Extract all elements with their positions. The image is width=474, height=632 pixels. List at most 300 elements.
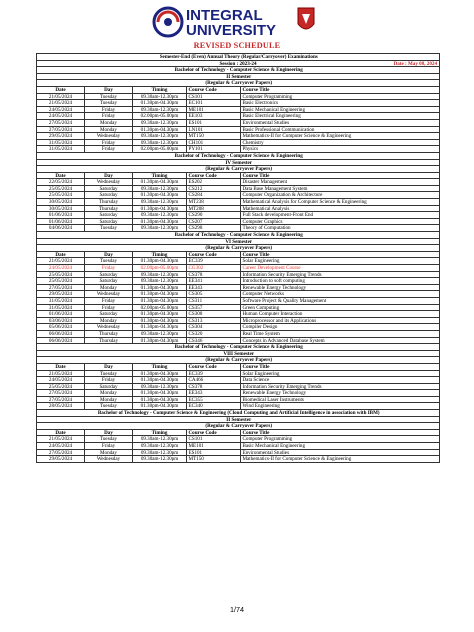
date-cell: 29/05/2024 (37, 133, 85, 139)
course-title-cell: Solar Engineering (241, 258, 440, 264)
course-code-cell: CS284 (187, 192, 241, 198)
course-code-cell: CS346 (187, 338, 241, 344)
timing-cell: 01.30pm-04.30pm (133, 192, 187, 198)
column-header: Course Title (241, 87, 440, 93)
table-row (37, 456, 440, 463)
column-header: Day (85, 364, 133, 370)
course-code-cell: MT208 (187, 206, 241, 212)
column-header-row (37, 364, 440, 371)
timing-cell: 01.30pm-04.30pm (133, 338, 187, 344)
timing-cell: 09.30am-12.30pm (133, 278, 187, 284)
timing-cell: 09.30am-12.30pm (133, 436, 187, 442)
column-header: Course Title (241, 252, 440, 258)
date-cell: 05/06/2024 (37, 324, 85, 330)
logo-line1: INTEGRAL (186, 7, 263, 24)
table-row (37, 146, 440, 153)
section-heading: (Regular & Carryover Papers) (37, 357, 440, 363)
section-heading-row (37, 351, 440, 358)
table-row (37, 107, 440, 114)
table-row (37, 265, 440, 272)
column-header: Day (85, 430, 133, 436)
column-header-row (37, 252, 440, 259)
course-title-cell: Chemistry (241, 140, 440, 146)
section-heading: II Semester (37, 74, 440, 80)
course-title-cell: Concepts in Advanced Database System (241, 338, 440, 344)
course-code-cell: PY101 (187, 146, 241, 152)
day-cell: Monday (85, 450, 133, 456)
date-cell: 30/05/2024 (37, 199, 85, 205)
course-title-cell: Full Stack development-Front End (241, 212, 440, 218)
column-header: Course Code (187, 87, 241, 93)
column-header: Course Code (187, 173, 241, 179)
section-heading-row (37, 410, 440, 417)
course-code-cell: EE343 (187, 390, 241, 396)
column-header: Date (37, 364, 85, 370)
course-title-cell: Environmental Studies (241, 450, 440, 456)
section-heading: II Semester (37, 417, 440, 423)
section-heading: VIII Semester (37, 351, 440, 357)
date-cell: 04/06/2024 (37, 225, 85, 231)
session-row (37, 61, 440, 68)
date-cell: 22/05/2024 (37, 179, 85, 185)
day-cell: Tuesday (85, 258, 133, 264)
date-cell: 24/05/2024 (37, 377, 85, 383)
date-cell: 27/05/2024 (37, 285, 85, 291)
day-cell: Friday (85, 377, 133, 383)
section-heading: Bachelor of Technology - Computer Science & Engineering (Cloud Computing and Artificial Intelligence in association with IBM) (37, 410, 440, 416)
course-title-cell: Basic Professional Communication (241, 127, 440, 133)
course-code-cell: EC355 (187, 397, 241, 403)
timing-cell: 02.00pm-05.00pm (133, 305, 187, 311)
day-cell: Saturday (85, 272, 133, 278)
schedule-date: Date : May 08, 2024 (393, 60, 437, 67)
timing-cell: 01.30pm-04.30pm (133, 390, 187, 396)
timing-cell: 01.30pm-04.30pm (133, 403, 187, 409)
column-header: Timing (133, 430, 187, 436)
section-heading-row (37, 357, 440, 364)
course-code-cell: CS101 (187, 436, 241, 442)
course-title-cell: Data Science (241, 377, 440, 383)
column-header: Date (37, 430, 85, 436)
timing-cell: 01.30pm-04.30pm (133, 291, 187, 297)
course-title-cell: Renewable Energy Technology (241, 285, 440, 291)
course-title-cell: Microprocessor and its Applications (241, 318, 440, 324)
date-cell: 21/05/2024 (37, 94, 85, 100)
course-code-cell: ME101 (187, 443, 241, 449)
date-cell: 31/05/2024 (37, 140, 85, 146)
timing-cell: 09.30am-12.30pm (133, 384, 187, 390)
day-cell: Wednesday (85, 324, 133, 330)
date-cell: 21/05/2024 (37, 258, 85, 264)
table-row (37, 403, 440, 410)
date-cell: 30/05/2024 (37, 206, 85, 212)
course-code-cell: MT150 (187, 456, 241, 462)
timing-cell: 01.30pm-04.30pm (133, 285, 187, 291)
day-cell: Wednesday (85, 179, 133, 185)
logo-graphic (148, 2, 328, 42)
day-cell: Saturday (85, 311, 133, 317)
course-title-cell: Data Base Management System (241, 186, 440, 192)
course-title-cell: Computer Graphics (241, 219, 440, 225)
course-title-cell: Basic Electrical Engineering (241, 113, 440, 119)
timing-cell: 09.30am-12.30pm (133, 225, 187, 231)
timing-cell: 01.30pm-04.30pm (133, 100, 187, 106)
table-row (37, 133, 440, 140)
date-cell: 01/06/2024 (37, 212, 85, 218)
course-title-cell: Introduction to soft computing (241, 278, 440, 284)
date-cell: 31/05/2024 (37, 298, 85, 304)
course-title-cell: Career Development Course (241, 265, 440, 271)
timing-cell: 09.30am-12.30pm (133, 272, 187, 278)
day-cell: Thursday (85, 206, 133, 212)
course-code-cell: ES101 (187, 450, 241, 456)
date-cell: 28/05/2024 (37, 403, 85, 409)
course-title-cell: Green Computing (241, 305, 440, 311)
table-row (37, 338, 440, 345)
section-heading: (Regular & Carryover Papers) (37, 166, 440, 172)
column-header: Timing (133, 173, 187, 179)
day-cell: Saturday (85, 192, 133, 198)
revised-schedule-heading: REVISED SCHEDULE (193, 41, 281, 50)
date-cell: 31/05/2024 (37, 146, 85, 152)
timing-cell: 09.30am-12.30pm (133, 443, 187, 449)
day-cell: Thursday (85, 331, 133, 337)
section-heading: (Regular & Carryover Papers) (37, 245, 440, 251)
day-cell: Saturday (85, 219, 133, 225)
timing-cell: 01.30pm-04.30pm (133, 371, 187, 377)
date-cell: 24/05/2024 (37, 113, 85, 119)
day-cell: Saturday (85, 212, 133, 218)
course-code-cell: CS320 (187, 331, 241, 337)
timing-cell: 09.30am-12.30pm (133, 107, 187, 113)
course-title-cell: Information Security Emerging Trends (241, 272, 440, 278)
timing-cell: 09.30am-12.30pm (133, 120, 187, 126)
timing-cell: 01.30pm-04.30pm (133, 206, 187, 212)
table-row (37, 206, 440, 213)
section-heading-row (37, 239, 440, 246)
course-title-cell: Human Computer Interaction (241, 311, 440, 317)
timing-cell: 09.30am-12.30pm (133, 456, 187, 462)
table-row (37, 219, 440, 226)
section-heading-row (37, 160, 440, 167)
day-cell: Monday (85, 120, 133, 126)
table-row (37, 324, 440, 331)
course-title-cell: Mathematics-II for Computer Science & Engineering (241, 133, 440, 139)
column-header-row (37, 87, 440, 94)
column-header: Course Code (187, 252, 241, 258)
section-heading-row (37, 67, 440, 74)
day-cell: Tuesday (85, 94, 133, 100)
day-cell: Saturday (85, 384, 133, 390)
course-code-cell: MT150 (187, 133, 241, 139)
column-header-row (37, 430, 440, 437)
section-heading: Bachelor of Technology - Computer Science & Engineering (37, 67, 440, 73)
timing-cell: 01.30pm-04.30pm (133, 258, 187, 264)
timing-cell: 01.30pm-04.30pm (133, 219, 187, 225)
section-heading: VI Semester (37, 239, 440, 245)
exam-schedule-table (36, 53, 440, 463)
timing-cell: 09.30am-12.30pm (133, 450, 187, 456)
day-cell: Tuesday (85, 436, 133, 442)
day-cell: Wednesday (85, 133, 133, 139)
date-cell: 29/05/2024 (37, 456, 85, 462)
session-banner (37, 61, 440, 67)
date-cell: 29/05/2024 (37, 291, 85, 297)
table-row (37, 179, 440, 186)
date-cell: 03/06/2024 (37, 318, 85, 324)
section-heading-row (37, 80, 440, 87)
timing-cell: 09.30am-12.30pm (133, 199, 187, 205)
date-cell: 25/05/2024 (37, 384, 85, 390)
column-header: Course Code (187, 430, 241, 436)
section-heading-row (37, 417, 440, 424)
date-cell: 25/05/2024 (37, 272, 85, 278)
table-row (37, 258, 440, 265)
section-heading-row (37, 166, 440, 173)
course-code-cell: CH101 (187, 140, 241, 146)
timing-cell: 09.30am-12.30pm (133, 94, 187, 100)
column-header-row (37, 173, 440, 180)
column-header: Timing (133, 87, 187, 93)
section-heading-row (37, 245, 440, 252)
table-row (37, 285, 440, 292)
date-cell: 01/06/2024 (37, 311, 85, 317)
table-row (37, 298, 440, 305)
date-cell: 25/05/2024 (37, 278, 85, 284)
timing-cell: 01.30pm-04.30pm (133, 311, 187, 317)
course-code-cell: CS311 (187, 298, 241, 304)
course-code-cell: ES202 (187, 179, 241, 185)
course-code-cell: EC340 (187, 403, 241, 409)
section-heading: IV Semester (37, 160, 440, 166)
table-row (37, 384, 440, 391)
university-logo (148, 2, 328, 42)
table-row (37, 113, 440, 120)
table-row (37, 371, 440, 378)
column-header: Day (85, 252, 133, 258)
course-title-cell: Mathematical Analysis (241, 206, 440, 212)
table-row (37, 331, 440, 338)
course-title-cell: Basic Mechanical Engineering (241, 443, 440, 449)
course-code-cell: CS207 (187, 219, 241, 225)
date-cell: 21/05/2024 (37, 371, 85, 377)
table-row (37, 199, 440, 206)
section-heading: Bachelor of Technology - Computer Science & Engineering (37, 232, 440, 238)
date-cell: 27/05/2024 (37, 127, 85, 133)
course-title-cell: Compiler Design (241, 324, 440, 330)
day-cell: Friday (85, 305, 133, 311)
section-heading: Bachelor of Technology - Computer Science & Engineering (37, 153, 440, 159)
table-row (37, 192, 440, 199)
course-title-cell: Computer Programming (241, 94, 440, 100)
column-header: Course Title (241, 173, 440, 179)
column-header: Course Title (241, 430, 440, 436)
course-code-cell: CS290 (187, 212, 241, 218)
section-heading: (Regular & Carryover Papers) (37, 423, 440, 429)
date-cell: 21/05/2024 (37, 436, 85, 442)
day-cell: Tuesday (85, 371, 133, 377)
section-heading: (Regular & Carryover Papers) (37, 80, 440, 86)
day-cell: Tuesday (85, 225, 133, 231)
course-code-cell: CS313 (187, 318, 241, 324)
timing-cell: 09.30am-12.30pm (133, 186, 187, 192)
table-row (37, 377, 440, 384)
column-header: Day (85, 87, 133, 93)
timing-cell: 01.30pm-04.30pm (133, 127, 187, 133)
section-heading: Bachelor of Technology - Computer Science & Engineering (37, 344, 440, 350)
timing-cell: 09.30am-12.30pm (133, 212, 187, 218)
date-cell: 01/06/2024 (37, 219, 85, 225)
column-header: Timing (133, 364, 187, 370)
section-heading-row (37, 344, 440, 351)
day-cell: Tuesday (85, 403, 133, 409)
course-title-cell: Basic Electronics (241, 100, 440, 106)
table-row (37, 311, 440, 318)
day-cell: Friday (85, 146, 133, 152)
table-row (37, 140, 440, 147)
timing-cell: 01.30pm-04.30pm (133, 377, 187, 383)
date-cell: 06/06/2024 (37, 331, 85, 337)
course-title-cell: Computer Networks (241, 291, 440, 297)
course-title-cell: Theory of Computation (241, 225, 440, 231)
table-row (37, 436, 440, 443)
section-heading-row (37, 153, 440, 160)
course-code-cell: ME101 (187, 107, 241, 113)
table-row (37, 318, 440, 325)
column-header: Date (37, 252, 85, 258)
column-header: Course Title (241, 364, 440, 370)
table-row (37, 278, 440, 285)
timing-cell: 09.30am-12.30pm (133, 133, 187, 139)
course-title-cell: Software Project & Quality Management (241, 298, 440, 304)
column-header: Timing (133, 252, 187, 258)
course-code-cell: CS357 (187, 305, 241, 311)
timing-cell: 01.30pm-04.30pm (133, 298, 187, 304)
logo-line2: UNIVERSITY (186, 22, 277, 39)
date-cell: 21/05/2024 (37, 100, 85, 106)
course-code-cell: EC339 (187, 258, 241, 264)
course-title-cell: Information Security Emerging Trends (241, 384, 440, 390)
day-cell: Monday (85, 397, 133, 403)
course-title-cell: Environmental Studies (241, 120, 440, 126)
course-code-cell: EE103 (187, 113, 241, 119)
column-header: Date (37, 87, 85, 93)
date-cell: 27/05/2024 (37, 120, 85, 126)
course-code-cell: CS212 (187, 186, 241, 192)
table-row (37, 120, 440, 127)
course-title-cell: Computer Programming (241, 436, 440, 442)
day-cell: Wednesday (85, 291, 133, 297)
day-cell: Tuesday (85, 100, 133, 106)
date-cell: 25/05/2024 (37, 192, 85, 198)
course-code-cell: EE343 (187, 285, 241, 291)
course-code-cell: CA466 (187, 377, 241, 383)
course-code-cell: CS101 (187, 94, 241, 100)
date-cell: 27/05/2024 (37, 450, 85, 456)
table-row (37, 225, 440, 232)
course-code-cell: CS305 (187, 291, 241, 297)
course-title-cell: Biomedical Laser Instruments (241, 397, 440, 403)
day-cell: Monday (85, 127, 133, 133)
date-cell: 06/06/2024 (37, 338, 85, 344)
course-title-cell: Mathematical Analysis for Computer Science & Engineering (241, 199, 440, 205)
day-cell: Monday (85, 285, 133, 291)
day-cell: Thursday (85, 338, 133, 344)
page-number: 1/74 (230, 605, 244, 614)
date-cell: 27/05/2024 (37, 397, 85, 403)
date-cell: 31/05/2024 (37, 305, 85, 311)
timing-cell: 02.00pm-05.00pm (133, 146, 187, 152)
table-row (37, 127, 440, 134)
table-row (37, 94, 440, 101)
day-cell: Friday (85, 113, 133, 119)
day-cell: Friday (85, 298, 133, 304)
spacer (37, 61, 157, 67)
column-header: Date (37, 173, 85, 179)
course-title-cell: Computer Organization & Architecture (241, 192, 440, 198)
date-cell: 25/05/2024 (37, 186, 85, 192)
exam-title-row (37, 54, 440, 61)
timing-cell: 09.30am-12.30pm (133, 140, 187, 146)
course-code-cell: MT238 (187, 199, 241, 205)
day-cell: Friday (85, 443, 133, 449)
timing-cell: 01.30pm-04.30pm (133, 324, 187, 330)
day-cell: Friday (85, 140, 133, 146)
course-title-cell: Real Time System (241, 331, 440, 337)
timing-cell: 01.30pm-04.30pm (133, 179, 187, 185)
table-row (37, 390, 440, 397)
table-row (37, 397, 440, 404)
day-cell: Friday (85, 265, 133, 271)
table-row (37, 443, 440, 450)
table-row (37, 291, 440, 298)
course-code-cell: EE341 (187, 278, 241, 284)
course-code-cell: CS378 (187, 384, 241, 390)
section-heading-row (37, 232, 440, 239)
timing-cell: 01.30pm-04.30pm (133, 318, 187, 324)
table-row (37, 272, 440, 279)
course-title-cell: Physics (241, 146, 440, 152)
day-cell: Saturday (85, 186, 133, 192)
timing-cell: 02.00pm-05.00pm (133, 113, 187, 119)
course-title-cell: Mathematics-II for Computer Science & Engineering (241, 456, 440, 462)
day-cell: Monday (85, 390, 133, 396)
timing-cell: 09.30am-12.30pm (133, 331, 187, 337)
date-cell: 27/05/2024 (37, 390, 85, 396)
day-cell: Monday (85, 318, 133, 324)
course-code-cell: CS378 (187, 272, 241, 278)
table-row (37, 450, 440, 457)
column-header: Day (85, 173, 133, 179)
column-header: Course Code (187, 364, 241, 370)
date-cell: 24/05/2024 (37, 265, 85, 271)
course-title-cell: Basic Mechanical Engineering (241, 107, 440, 113)
day-cell: Wednesday (85, 456, 133, 462)
course-code-cell: CS308 (187, 311, 241, 317)
section-heading-row (37, 74, 440, 81)
course-code-cell: ES101 (187, 120, 241, 126)
date-cell: 24/05/2024 (37, 443, 85, 449)
timing-cell: 02.00pm-05.00pm (133, 265, 187, 271)
timing-cell: 01.30pm-04.30pm (133, 397, 187, 403)
course-title-cell: Solar Engineering (241, 371, 440, 377)
table-row (37, 212, 440, 219)
day-cell: Saturday (85, 278, 133, 284)
exam-title: Semester-End (Even) Annual Theory (Regular/Carryover) Examinations (37, 54, 440, 60)
table-row (37, 100, 440, 107)
course-title-cell: Renewable Energy Technology (241, 390, 440, 396)
course-code-cell: EC101 (187, 100, 241, 106)
